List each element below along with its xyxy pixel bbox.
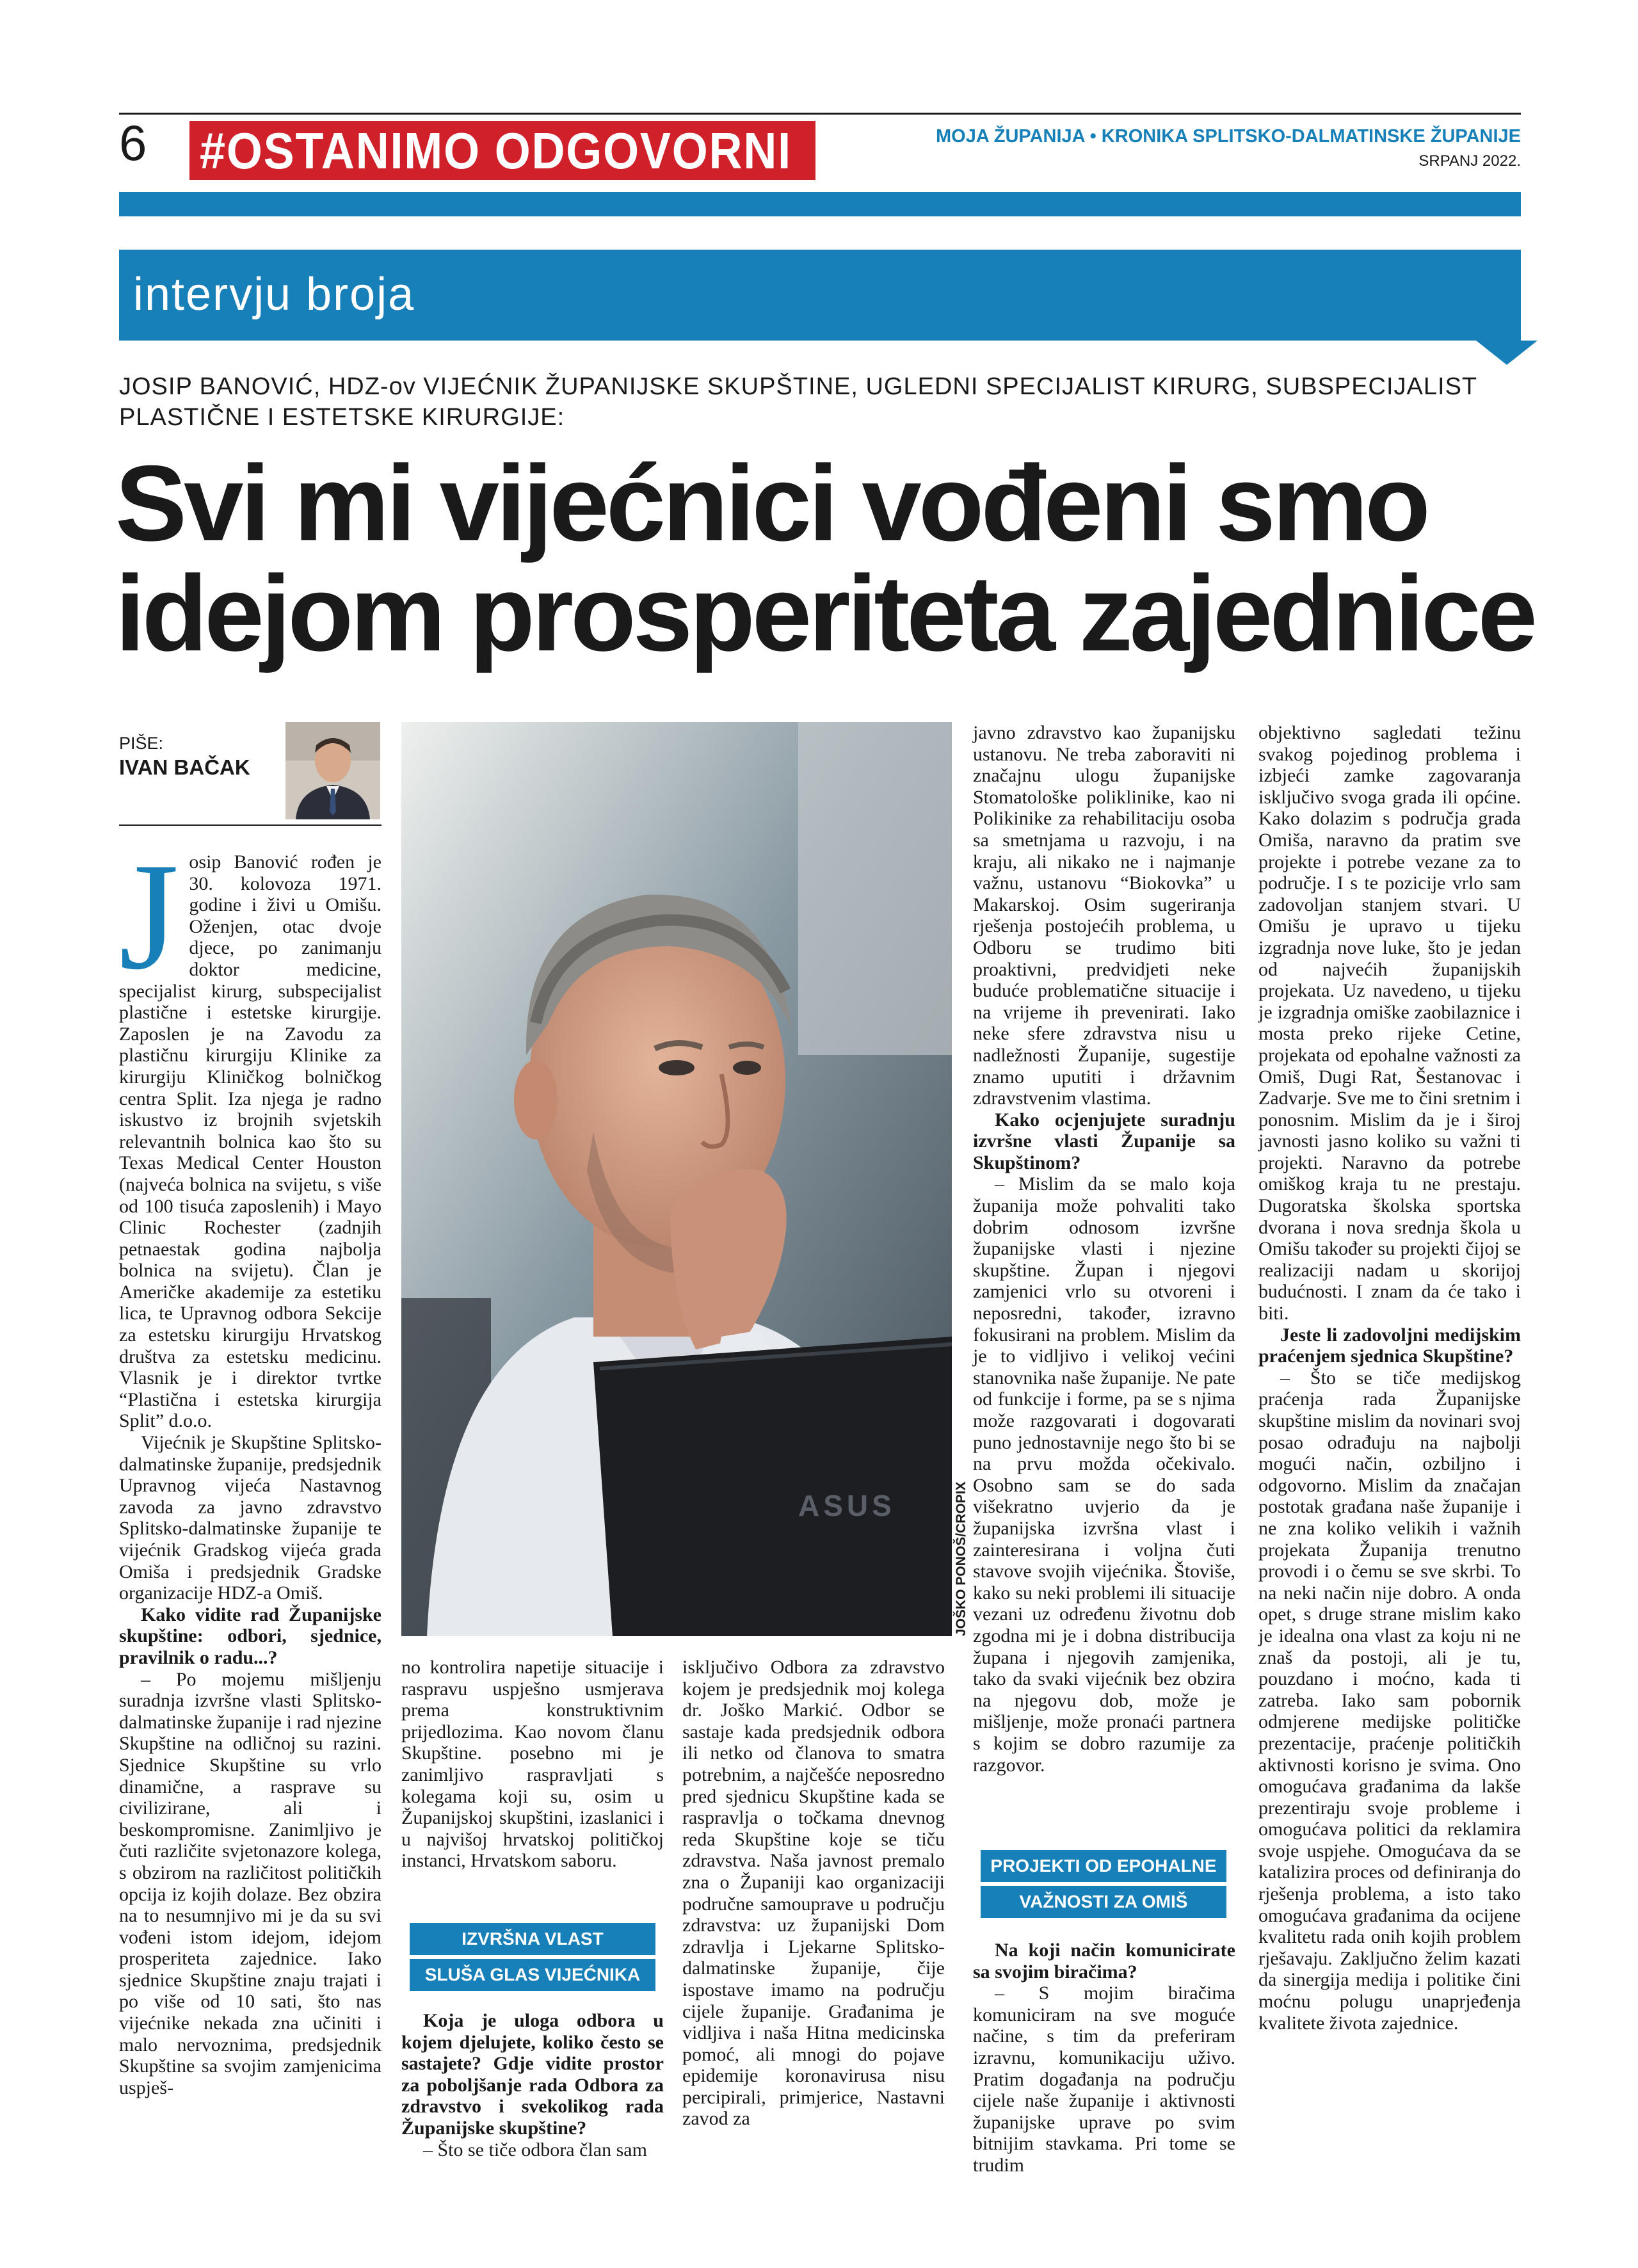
article-column-4b — [973, 1940, 1235, 2176]
subheadline-line: VAŽNOSTI ZA OMIŠ — [1019, 1892, 1188, 1911]
body-paragraph: – Mislim da se malo koja županija može pohvaliti tako dobrim odnosom izvršne županijske vlasti i njezine skupštine. Župan i njegovi zamjenici vrlo su otvoreni i neposredni, također, izravno fokusirani na problem. Mislim da je to vidljivo i velikoj većini stanovnika naše županije. Ne pate od funkcije i forme, pa se s njima može razgovarati i dogovarati puno jednostavnije nego što bi se na prvu možda očekivalo. Osobno sam se do sada višekratno uvjerio da je županijska izvršna vlast i zainteresirana i voljna čuti stavove svojih vijećnika. Štoviše, kako su neki problemi ili situacije vezani uz određenu životnu dob zgodna mi je i dobna distribucija župana i njegovih zamjenika, tako da svaki vijećnik bez obzira na njegovu dob, može je mišljenje, može pronaći partnera s kojim se dobro razumije za razgovor. — [973, 1173, 1235, 1776]
body-paragraph: no kontrolira napetije situacije i raspravu uspješno usmjerava prema konstruktivnim prijedlozima. Kao novom članu Skupštine. posebno mi je zanimljivo raspravljati s kolegama koji su, osim u Županijskoj skupštini, izaslanici i u najvišoj hrvatskoj političkoj instanci, Hrvatskom saboru. — [401, 1657, 664, 1872]
interview-question: Na koji način komunicirate sa svojim biračima? — [973, 1940, 1235, 1982]
header-rule — [119, 113, 1521, 115]
subheadline-box-1 — [410, 1923, 655, 1955]
byline-label: PIŠE: — [119, 734, 164, 753]
body-paragraph: Vijećnik je Skupštine Splitsko-dalmatinske županije, predsjednik Upravnog vijeća Nastavnog zavoda za javno zdravstvo Splitsko-dalmatinske županije te vijećnik Gradskog vijeća grada Omiša i predsjednik Gradske organizacije HDZ-a Omiš. — [119, 1432, 381, 1604]
issue-date: SRPANJ 2022. — [1418, 152, 1521, 170]
interview-question: Jeste li zadovoljni medijskim praćenjem sjednica Skupštine? — [1258, 1324, 1521, 1367]
article-column-3 — [682, 1657, 945, 2130]
lead-photo — [401, 722, 952, 1636]
byline-rule — [119, 824, 381, 826]
byline-name: IVAN BAČAK — [119, 755, 250, 779]
subheadline-box-1b — [410, 1959, 655, 1991]
article-headline: Svi mi vijećnici vođeni smo idejom prosperiteta zajednice — [115, 443, 1535, 673]
page-number: 6 — [119, 115, 147, 171]
header-stripe — [119, 192, 1521, 216]
subheadline-box-2 — [981, 1850, 1226, 1882]
article-column-5 — [1258, 722, 1521, 2034]
article-column-1 — [119, 831, 381, 2098]
author-photo — [285, 722, 380, 819]
lead-paragraph — [119, 831, 381, 1432]
article-column-2b — [401, 2010, 664, 2160]
subheadline-line: PROJEKTI OD EPOHALNE — [990, 1856, 1217, 1876]
interview-question: Kako ocjenjujete suradnju izvršne vlasti Županije sa Skupštinom? — [973, 1109, 1235, 1173]
lead-text: osip Banović rođen je 30. kolovoza 1971. godine i živi u Omišu. Oženjen, otac dvoje djece, po zanimanju doktor medicine, specijalist kirurg, subspecijalist plastične i estetske kirurgije. Zaposlen je na Zavodu za plastičnu kirurgiju Klinike za kirurgiju Kliničkog bolničkog centra Split. Iza njega je radno iskustvo iz brojnih svjetskih relevantnih bolnica kao što su Texas Medical Center Houston (najveća bolnica na svijetu, s više od 100 tisuća zaposlenih) i Mayo Clinic Rochester (zadnjih petnaestak godina najbolja bolnica na svijetu). Član je Američke akademije za estetiku lica, te Upravnog odbora Sekcije za estetsku kirurgiju Hrvatskog društva za estetsku medicinu. Vlasnik je i direktor tvrtke “Plastična i estetska kirurgija Split” d.o.o. — [119, 851, 381, 1432]
masthead-title: MOJA ŽUPANIJA • KRONIKA SPLITSKO-DALMATINSKE ŽUPANIJE — [935, 126, 1521, 147]
body-paragraph: isključivo Odbora za zdravstvo kojem je predsjednik moj kolega dr. Joško Markić. Odbor se sastaje kada predsjednik odbora ili netko od članova to smatra potrebnim, a najčešće neposredno pred sjednicu Skupštine kada se raspravlja o točkama dnevnog reda Skupštine koje se tiču zdravstva. Naša javnost premalo zna o Županiji kao organizaciji područne samouprave u području zdravstva: uz županijski Dom zdravlja i Ljekarne Splitsko-dalmatinske županije, čije ispostave imamo na području cijele županije. Građanima je vidljiva i naša Hitna medicinska pomoć, ali mnogi do pojave epidemije koronavirusa nisu percipirali, primjerice, Nastavni zavod za — [682, 1657, 945, 2130]
svg-text:ASUS: ASUS — [798, 1489, 895, 1522]
hashtag-text: #OSTANIMO ODGOVORNI — [200, 122, 792, 179]
article-column-4 — [973, 722, 1235, 1776]
body-paragraph: – S mojim biračima komuniciram na sve moguće načine, s tim da preferiram izravnu, komunikaciju uživo. Pratim događanja na području cijele naše županije i aktivnosti županijske uprave po svim bitnijim stavkama. Pri tome se trudim — [973, 1982, 1235, 2176]
interview-question: Koja je uloga odbora u kojem djelujete, koliko često se sastajete? Gdje vidite prostor za poboljšanje rada Odbora za zdravstvo i svekolikog rada Županijske skupštine? — [401, 2010, 664, 2139]
drop-cap: J — [119, 831, 179, 1001]
subheadline-line: SLUŠA GLAS VIJEĆNIKA — [424, 1965, 641, 1984]
article-column-2 — [401, 1657, 664, 1872]
body-paragraph: objektivno sagledati težinu svakog pojedinog problema i izbjeći zamke zagovaranja isključivo svoga grada ili općine. Kako dolazim s područja grada Omiša, naravno da pratim sve projekte i potrebe vezane za to područje. I s te pozicije vrlo sam zadovoljan stanjem stvari. U Omišu je upravo u tijeku izgradnja nove luke, što je jedan od najvećih županijskih projekata. Uz navedeno, u tijeku je izgradnja omiške zaobilaznice i mosta preko rijeke Cetine, projekata od epohalne važnosti za Omiš, Dugi Rat, Šestanovac i Zadvarje. Sve me to čini sretnim i ponosnim. Mislim da je i široj javnosti jasno koliko su važni ti projekti. Naravno da potrebe omiškog kraja tu ne prestaju. Dugoratska školska sportska dvorana i nova srednja škola u Omišu također su projekti čijoj se realizaciji nadam u skorijoj budućnosti. I znam da će tako i biti. — [1258, 722, 1521, 1324]
subheadline-box-2b — [981, 1886, 1226, 1918]
photo-credit: JOŠKO PONOŠ/CROPIX — [954, 1481, 968, 1636]
section-arrow — [1476, 341, 1538, 365]
section-label: intervju broja — [133, 269, 415, 320]
subheadline-line: IZVRŠNA VLAST — [462, 1929, 604, 1949]
body-paragraph: – Što se tiče medijskog praćenja rada Županijske skupštine mislim da novinari svoj posao odrađuju na najbolji mogući način, ozbiljno i odgovorno. Mislim da značajan postotak građana naše županije i ne zna koliko velikih i važnih projekata Županija trenutno provodi i o čemu se sve skrbi. To na neki način nije dobro. A onda opet, s druge strane mislim kako je idealna ona vlast za koju ni ne znaš da postoji, ali je tu, pouzdano i moćno, kada ti zatreba. Iako sam pobornik odmjerene medijske političke prezentacije, praćenje političkih aktivnosti korisno je svima. Ono omogućava građanima da lakše prezentiraju svoje probleme i omogućava politici da reklamira svoje uspjehe. Omogućava da se katalizira proces od definiranja do rješenja problema, a isto tako omogućava građanima da ocijene kvalitetu rada onih kojih problem rješavaju. Zaključno želim kazati da sinergija medija i politike čini moćnu polugu unaprjeđenja kvalitete života zajednice. — [1258, 1367, 1521, 2034]
body-paragraph: – Po mojemu mišljenju suradnja izvršne vlasti Splitsko-dalmatinske županije i rad njezine Skupštine na odličnoj su razini. Sjednice Skupštine su vrlo dinamične, a rasprave su civilizirane, ali i beskompromisne. Zanimljivo je čuti različite svjetonazore kolega, s obzirom na različitost političkih opcija iz kojih dolaze. Bez obzira na to nesumnjivo mi je da su svi vođeni istom idejom, idejom prosperiteta zajednice. Iako sjednice Skupštine znaju trajati i po više od 10 sati, što nas vijećnike nekada zna učiniti i malo nervoznima, predsjednik Skupštine sa svojim zamjenicima uspješ- — [119, 1668, 381, 2098]
article-kicker: JOSIP BANOVIĆ, HDZ-ov VIJEĆNIK ŽUPANIJSKE SKUPŠTINE, UGLEDNI SPECIJALIST KIRURG, SUBSPECIJALIST PLASTIČNE I ESTETSKE KIRURGIJE: — [119, 373, 1477, 431]
body-paragraph: javno zdravstvo kao županijsku ustanovu. Ne treba zaboraviti ni značajnu ulogu županijske Stomatološke poliklinike, kao ni Polikinike za rehabilitaciju osoba sa smetnjama u razvoju, i na kraju, ali nikako ne i najmanje važnu, ustanovu “Biokovka” u Makarskoj. Osim sugeriranja rješenja postojećih problema, u Odboru se trudimo biti proaktivni, predvidjeti neke buduće problematične situacije i na vrijeme ih prevenirati. Iako neke sfere zdravstva nisu u nadležnosti Županije, sugestije znamo uputiti i državnim zdravstvenim vlastima. — [973, 722, 1235, 1109]
interview-question: Kako vidite rad Županijske skupštine: odbori, sjednice, pravilnik o radu...? — [119, 1604, 381, 1668]
body-paragraph: – Što se tiče odbora član sam — [423, 2139, 647, 2160]
